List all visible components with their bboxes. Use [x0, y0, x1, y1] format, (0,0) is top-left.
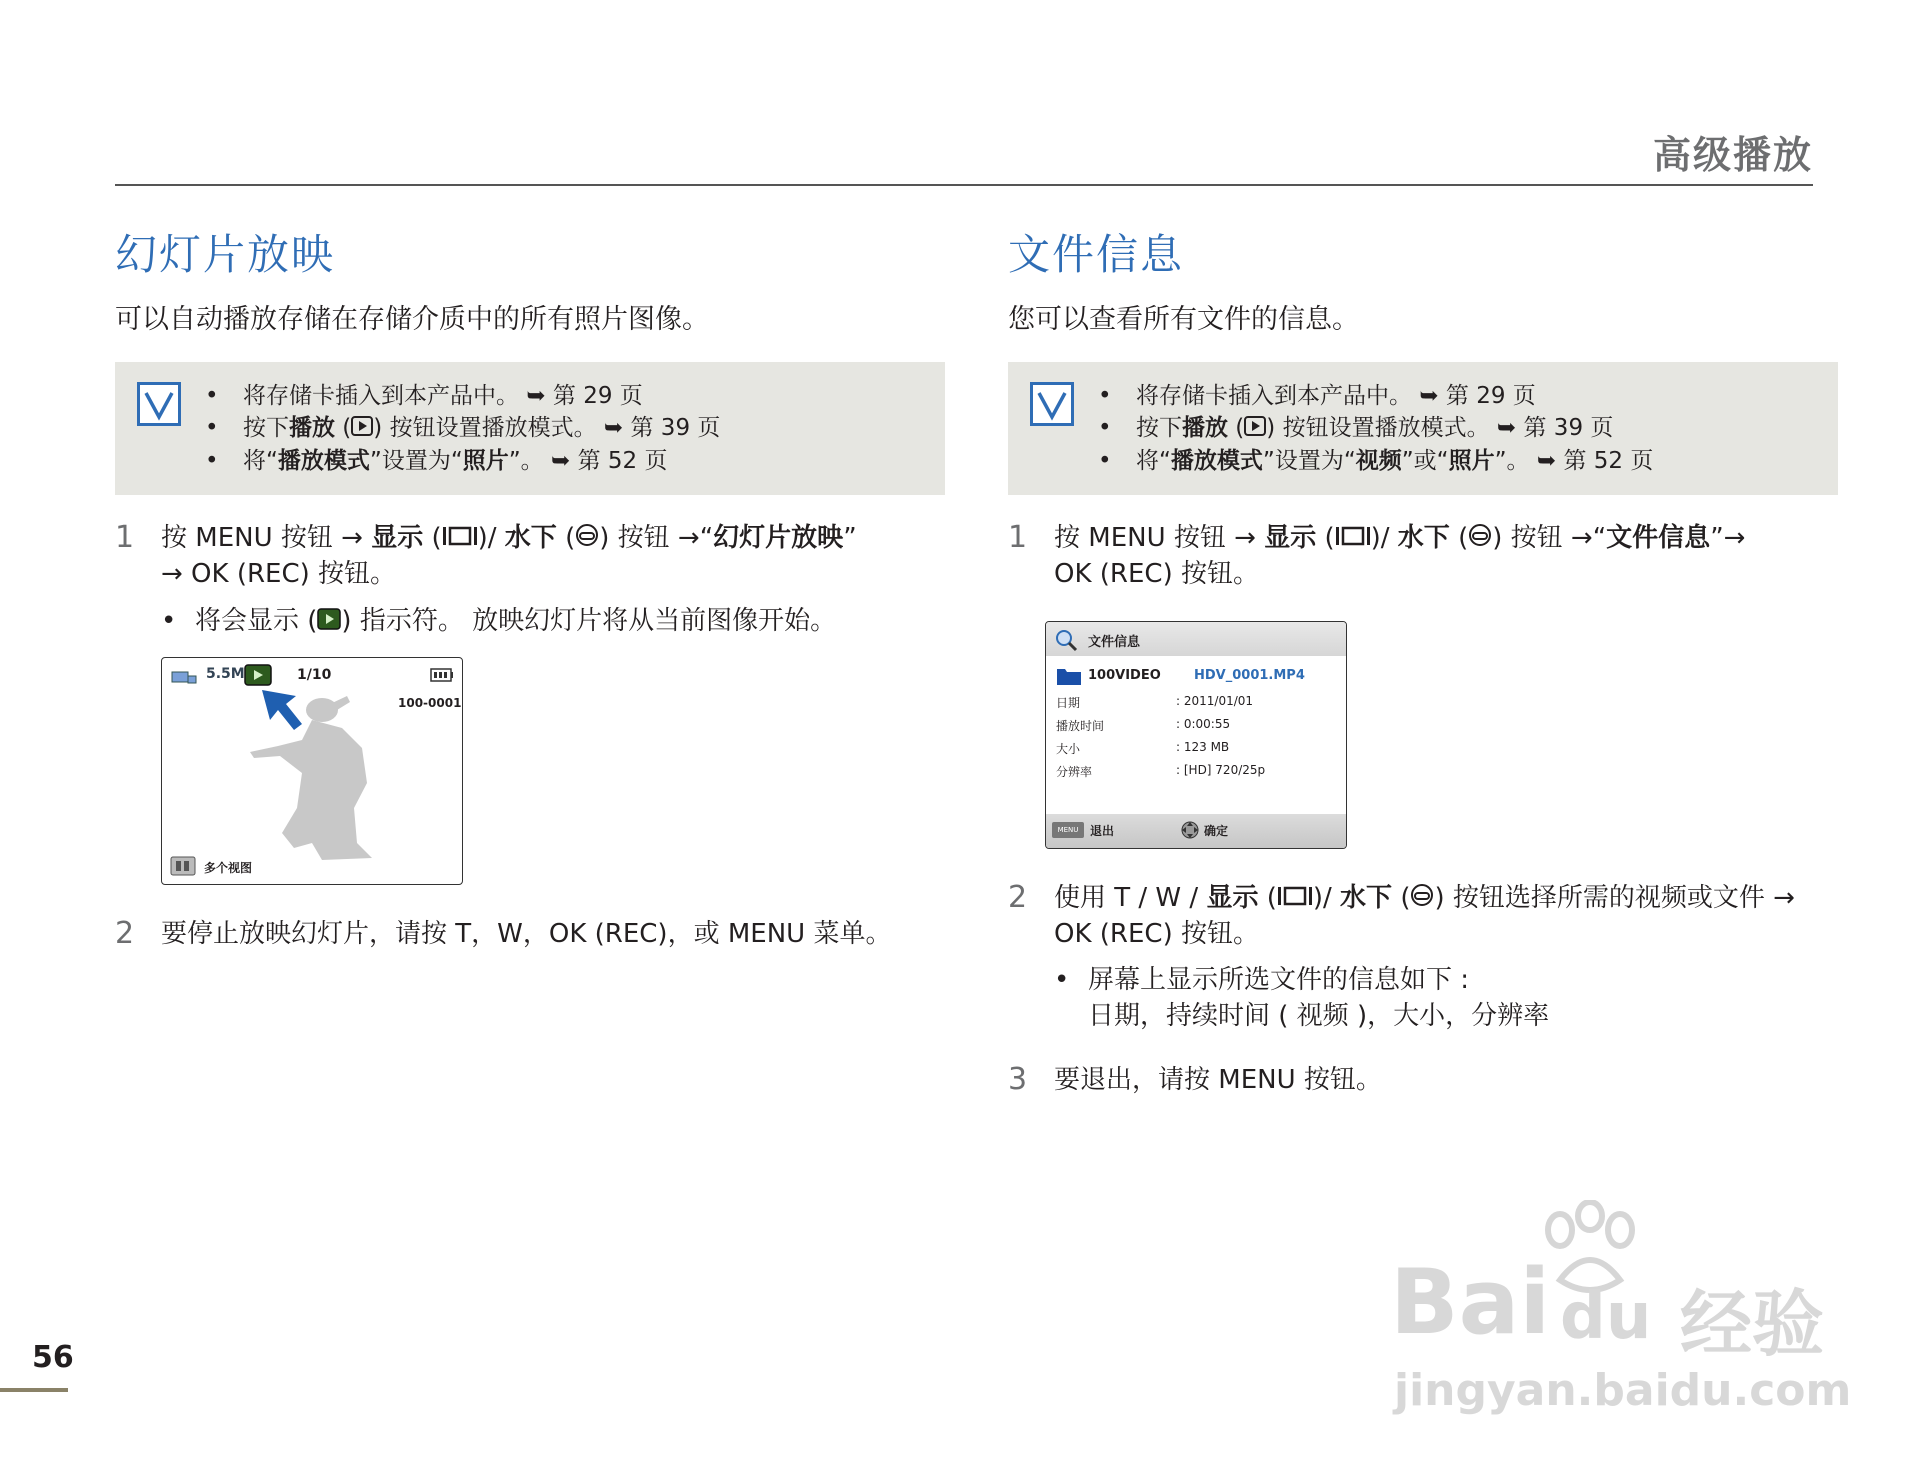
info-label: 日期	[1056, 696, 1081, 710]
step-instruction: 按 MENU 按钮 → 显示 ( )/ 水下 ( ) 按钮 →“文件信息”→	[1054, 520, 1745, 557]
resolution-indicator: 5.5M	[206, 666, 245, 682]
underwater-mask-icon	[1410, 881, 1434, 917]
header-divider	[115, 184, 1813, 186]
section-title-file-info: 文件信息	[1008, 230, 1185, 279]
file-info-screen-preview	[1045, 621, 1347, 849]
section-intro-slideshow: 可以自动播放存储在存储介质中的所有照片图像。	[115, 304, 709, 335]
info-label: 大小	[1056, 742, 1081, 756]
ok-dpad-icon[interactable]	[1180, 820, 1200, 840]
note-check-icon	[137, 382, 181, 426]
section-intro-file-info: 您可以查看所有文件的信息。	[1008, 304, 1359, 335]
ok-label[interactable]: 确定	[1204, 824, 1229, 838]
display-button-icon	[1277, 881, 1313, 917]
info-value: : 0:00:55	[1176, 717, 1231, 731]
note-item: • 按下播放 ( ) 按钮设置播放模式。 ➥ 第 39 页	[1098, 412, 1653, 445]
dancer-silhouette-image	[162, 658, 462, 884]
step-number: 3	[1008, 1062, 1028, 1097]
step-instruction-line2: OK (REC) 按钮。	[1054, 559, 1259, 589]
slideshow-screen-preview	[161, 657, 463, 885]
step-instruction: 使用 T / W / 显示 ( )/ 水下 ( ) 按钮选择所需的视频或文件 →	[1054, 880, 1795, 917]
step-bullet: • 将会显示 ( ) 指示符。 放映幻灯片将从当前图像开始。	[161, 603, 836, 640]
pointer-arrow-icon	[258, 686, 306, 734]
menu-key-icon[interactable]: MENU	[1052, 822, 1084, 838]
info-label: 播放时间	[1056, 719, 1105, 733]
note-box-file-info	[1008, 362, 1838, 495]
display-button-icon	[442, 521, 478, 557]
underwater-mask-icon	[575, 521, 599, 557]
display-button-icon	[1335, 521, 1371, 557]
file-name: HDV_0001.MP4	[1194, 668, 1305, 683]
section-title-slideshow: 幻灯片放映	[115, 230, 336, 279]
page-number-bar	[0, 1388, 68, 1392]
step-number: 2	[115, 916, 135, 951]
play-button-icon	[351, 413, 373, 445]
exit-label[interactable]: 退出	[1090, 824, 1115, 838]
step-bullet-continued: 日期，持续时间 ( 视频 )，大小，分辨率	[1088, 1001, 1550, 1031]
note-item: • 将存储卡插入到本产品中。 ➥ 第 29 页	[205, 383, 643, 409]
watermark-url: jingyan.baidu.com	[1394, 1365, 1852, 1416]
page-number: 56	[32, 1340, 74, 1375]
slideshow-indicator-icon	[317, 604, 341, 640]
step-instruction: 按 MENU 按钮 → 显示 ( )/ 水下 ( ) 按钮 →“幻灯片放映”	[161, 520, 857, 557]
step-instruction: 要退出，请按 MENU 按钮。	[1054, 1065, 1382, 1095]
info-value: : 2011/01/01	[1176, 694, 1254, 708]
watermark-brand2: du	[1560, 1280, 1652, 1354]
note-item: • 将“播放模式”设置为“照片”。 ➥ 第 52 页	[205, 447, 668, 474]
note-item: • 按下播放 ( ) 按钮设置播放模式。 ➥ 第 39 页	[205, 412, 720, 445]
battery-icon	[430, 668, 454, 682]
info-value: : [HD] 720/25p	[1176, 763, 1266, 777]
step-instruction-line2: OK (REC) 按钮。	[1054, 919, 1259, 949]
multi-view-label[interactable]: 多个视图	[204, 861, 253, 875]
watermark-brand: Bai	[1390, 1250, 1551, 1355]
info-value: : 123 MB	[1176, 740, 1230, 754]
note-box-slideshow	[115, 362, 945, 495]
info-magnifier-icon	[1054, 628, 1078, 652]
step-instruction: 要停止放映幻灯片，请按 T，W，OK (REC)，或 MENU 菜单。	[161, 919, 892, 949]
card-storage-icon	[170, 666, 198, 686]
step-bullet: • 屏幕上显示所选文件的信息如下 :	[1054, 965, 1470, 995]
note-item: • 将“播放模式”设置为“视频”或“照片”。 ➥ 第 52 页	[1098, 447, 1654, 474]
file-number: 100-0001	[398, 696, 462, 710]
note-item: • 将存储卡插入到本产品中。 ➥ 第 29 页	[1098, 383, 1536, 409]
step-instruction-line2: → OK (REC) 按钮。	[161, 559, 397, 589]
folder-icon	[1056, 666, 1082, 686]
chapter-title: 高级播放	[1652, 133, 1813, 177]
watermark-cn: 经验	[1680, 1282, 1825, 1366]
step-number: 2	[1008, 880, 1028, 915]
screen-title: 文件信息	[1088, 635, 1141, 650]
slideshow-mode-icon	[244, 664, 272, 686]
step-number: 1	[1008, 520, 1028, 555]
play-button-icon	[1244, 413, 1266, 445]
note-check-icon	[1030, 382, 1074, 426]
multi-view-button-icon[interactable]	[170, 856, 196, 876]
baidu-watermark	[1380, 1200, 1860, 1420]
underwater-mask-icon	[1468, 521, 1492, 557]
step-number: 1	[115, 520, 135, 555]
info-label: 分辨率	[1056, 765, 1093, 779]
image-counter: 1/10	[297, 667, 332, 683]
folder-name: 100VIDEO	[1088, 668, 1161, 683]
